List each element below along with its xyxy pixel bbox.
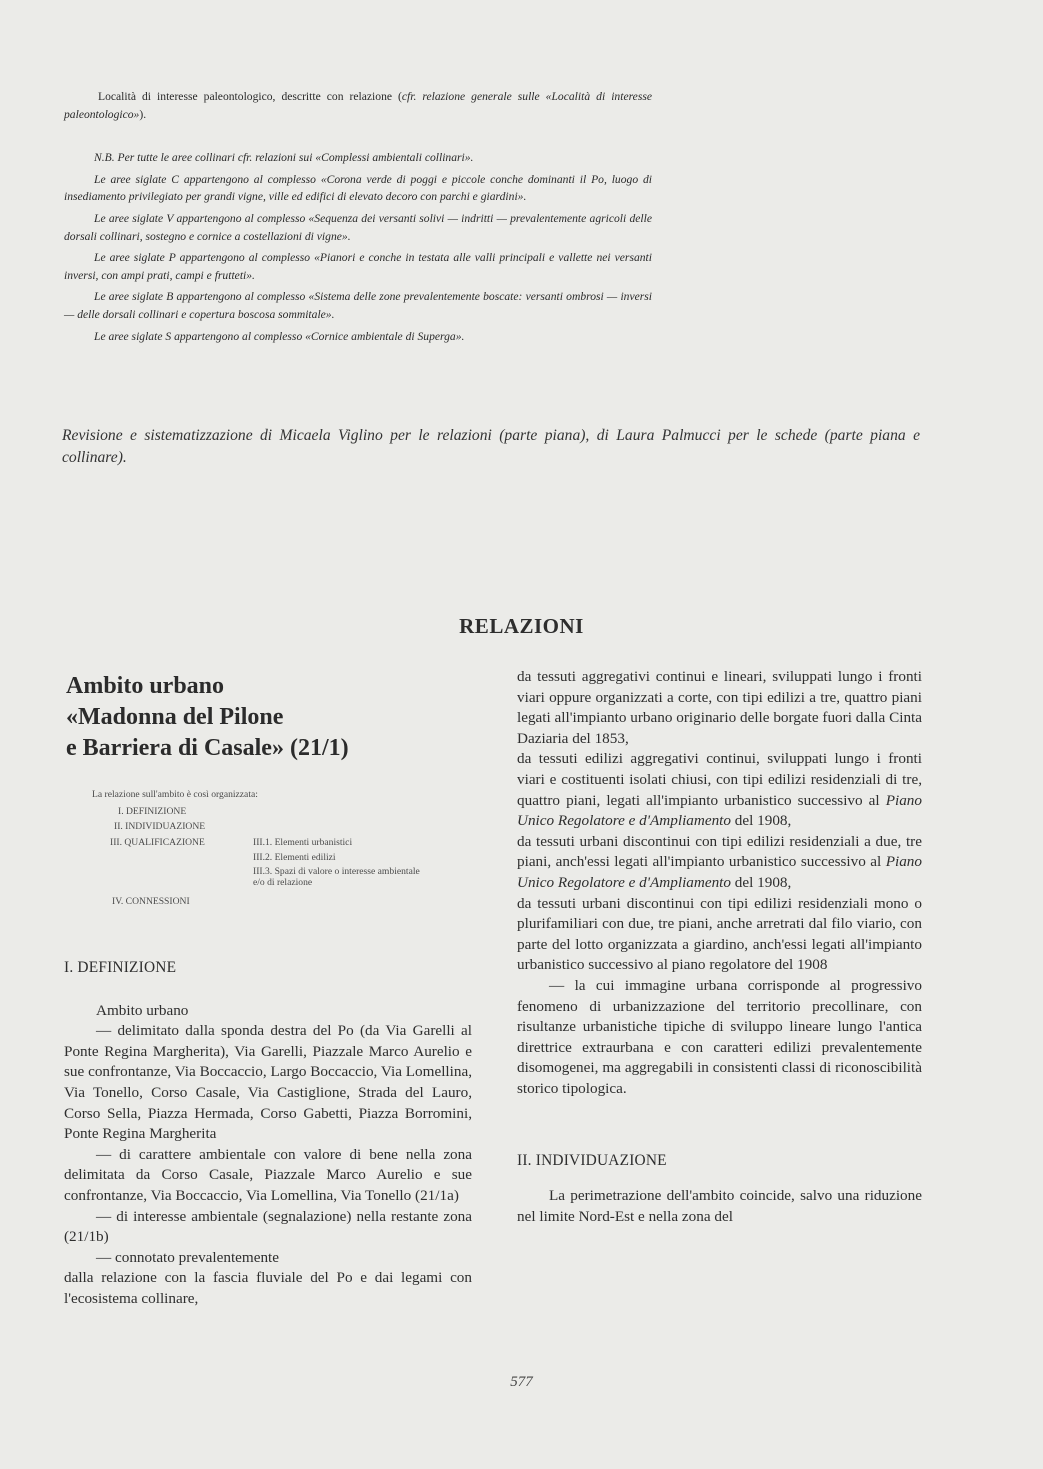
paragraph: La perimetrazione dell'ambito coincide, salvo una riduzione nel limite Nord-Est e nella zona del bbox=[517, 1187, 922, 1225]
paragraph-text: da tessuti urbani discontinui con tipi edilizi residenziali a due, tre piani, anch'essi legati all'impianto urbanistico successivo al bbox=[517, 832, 922, 871]
paragraph: — la cui immagine urbana corrisponde al progressivo fenomeno di urbanizzazione del territorio precollinare, con risultanze urbanistiche tipiche di sviluppo lineare lungo l'antica direttrice extraurbana e con caratteri edilizi prevalentemente disomogenei, ma aggregabili in consistenti classi di riconoscibilità storico tipologica. bbox=[517, 976, 922, 1097]
table-of-contents bbox=[92, 787, 432, 909]
notes-block bbox=[64, 88, 652, 345]
ambito-title-line: «Madonna del Pilone bbox=[66, 704, 284, 730]
ambito-title-line: Ambito urbano bbox=[66, 673, 225, 699]
toc-item: IV. CONNESSIONI bbox=[112, 895, 190, 907]
note-v: Le aree siglate V appartengono al complesso «Sequenza dei versanti solivi — indritti — prevalentemente agricoli delle dorsali collinari, sostegno e cornice a costellazioni di vigne». bbox=[64, 211, 652, 243]
note-nb: N.B. Per tutte le aree collinari cfr. relazioni sui «Complessi ambientali collinari». bbox=[94, 151, 474, 165]
note-c: Le aree siglate C appartengono al complesso «Corona verde di poggi e piccole conche dominanti il Po, luogo di insediamento privilegiato per grandi vigne, ville ed edifici di elevato decoro con parchi e giardini». bbox=[64, 172, 652, 204]
toc-item: III. QUALIFICAZIONE bbox=[110, 836, 205, 848]
paragraph: — di carattere ambientale con valore di bene nella zona delimitata da Corso Casale, Piazzale Marco Aurelio e sue confrontanze, Via Boccaccio, Via Lomellina, Via Tonello (21/1a) bbox=[64, 1145, 472, 1204]
plan-title: Piano Unico Regolatore e d'Ampliamento bbox=[517, 853, 922, 891]
note-text: ). bbox=[139, 107, 147, 121]
heading-definizione: I. DEFINIZIONE bbox=[64, 959, 177, 976]
ambito-title bbox=[66, 671, 486, 764]
paragraph: — di interesse ambientale (segnalazione) nella restante zona (21/1b) bbox=[64, 1207, 472, 1246]
note-ref: cfr. relazione generale sulle «Località di interesse paleontologico» bbox=[64, 90, 652, 121]
paragraph-text: del 1908, bbox=[731, 873, 792, 891]
paragraph: Ambito urbano bbox=[96, 1001, 189, 1019]
ambito-title-line: e Barriera di Casale» (21/1) bbox=[66, 735, 349, 761]
revision-credit: Revisione e sistematizzazione di Micaela Viglino per le relazioni (parte piana), di Laura Palmucci per le schede (parte piana e collinare). bbox=[62, 427, 920, 466]
plan-title: Piano Unico Regolatore e d'Ampliamento bbox=[517, 791, 922, 830]
toc-subitem: III.3. Spazi di valore o interesse ambientale e/o di relazione bbox=[253, 865, 420, 888]
paragraph: da tessuti aggregativi continui e lineari, sviluppati lungo i fronti viari oppure organizzati a corte, con tipi edilizi a tre, quattro piani legati all'impianto urbano originario delle borgate fuori dalla Cinta Daziaria del 1853, bbox=[517, 668, 922, 747]
toc-item: II. INDIVIDUAZIONE bbox=[114, 821, 206, 832]
paragraph: da tessuti urbani discontinui con tipi edilizi residenziali mono o plurifamiliari con due, tre piani, anche arretrati dal filo viario, con parte del lotto organizzata a giardino, anch'essi legati all'impianto urbanistico successivo al piano regolatore del 1908 bbox=[517, 894, 922, 974]
note-b: Le aree siglate B appartengono al complesso «Sistema delle zone prevalentemente boscate: versanti ombrosi — inversi — delle dorsali collinari e copertura boscosa sommitale». bbox=[64, 290, 652, 321]
paragraph-text: del 1908, bbox=[731, 812, 792, 830]
note-p: Le aree siglate P appartengono al complesso «Pianori e conche in testata alle valli principali e vallette nei versanti inversi, con ampi prati, campi e frutteti». bbox=[64, 251, 652, 282]
left-column bbox=[64, 958, 472, 1310]
note-paleontological bbox=[64, 88, 652, 123]
paragraph bbox=[517, 749, 922, 831]
right-column bbox=[517, 667, 922, 1227]
section-title: RELAZIONI bbox=[459, 614, 584, 638]
toc-item: I. DEFINIZIONE bbox=[118, 805, 187, 817]
toc-intro: La relazione sull'ambito è così organizzata: bbox=[92, 789, 258, 800]
paragraph: — delimitato dalla sponda destra del Po (da Via Garelli al Ponte Regina Margherita), Via Garelli, Piazzale Marco Aurelio e sue confrontanze, Via Boccaccio, Largo Boccaccio, Via Lomellina, Via Tonello, Corso Casale, Via Castiglione, Strada del Lauro, Corso Sella, Piazza Hermada, Corso Gabetti, Piazza Borromini, Ponte Regina Margherita bbox=[64, 1022, 472, 1143]
paragraph: — connotato prevalentemente bbox=[96, 1248, 280, 1266]
paragraph bbox=[517, 832, 922, 894]
note-text: Località di interesse paleontologico, descritte con relazione ( bbox=[98, 90, 402, 103]
heading-individuazione: II. INDIVIDUAZIONE bbox=[517, 1152, 667, 1170]
toc-subitem: III.1. Elementi urbanistici bbox=[253, 836, 353, 848]
paragraph-text: da tessuti edilizi aggregativi continui, sviluppati lungo i fronti viari e costituenti isolati chiusi, con tipi edilizi residenziali di tre, quattro piani, legati all'impianto urbanistico successivo al bbox=[517, 750, 922, 809]
note-s: Le aree siglate S appartengono al complesso «Cornice ambientale di Superga». bbox=[94, 329, 465, 343]
toc-subitem: III.2. Elementi edilizi bbox=[253, 852, 336, 863]
paragraph: dalla relazione con la fascia fluviale del Po e dai legami con l'ecosistema collinare, bbox=[64, 1269, 472, 1307]
page-number: 577 bbox=[510, 1374, 533, 1390]
